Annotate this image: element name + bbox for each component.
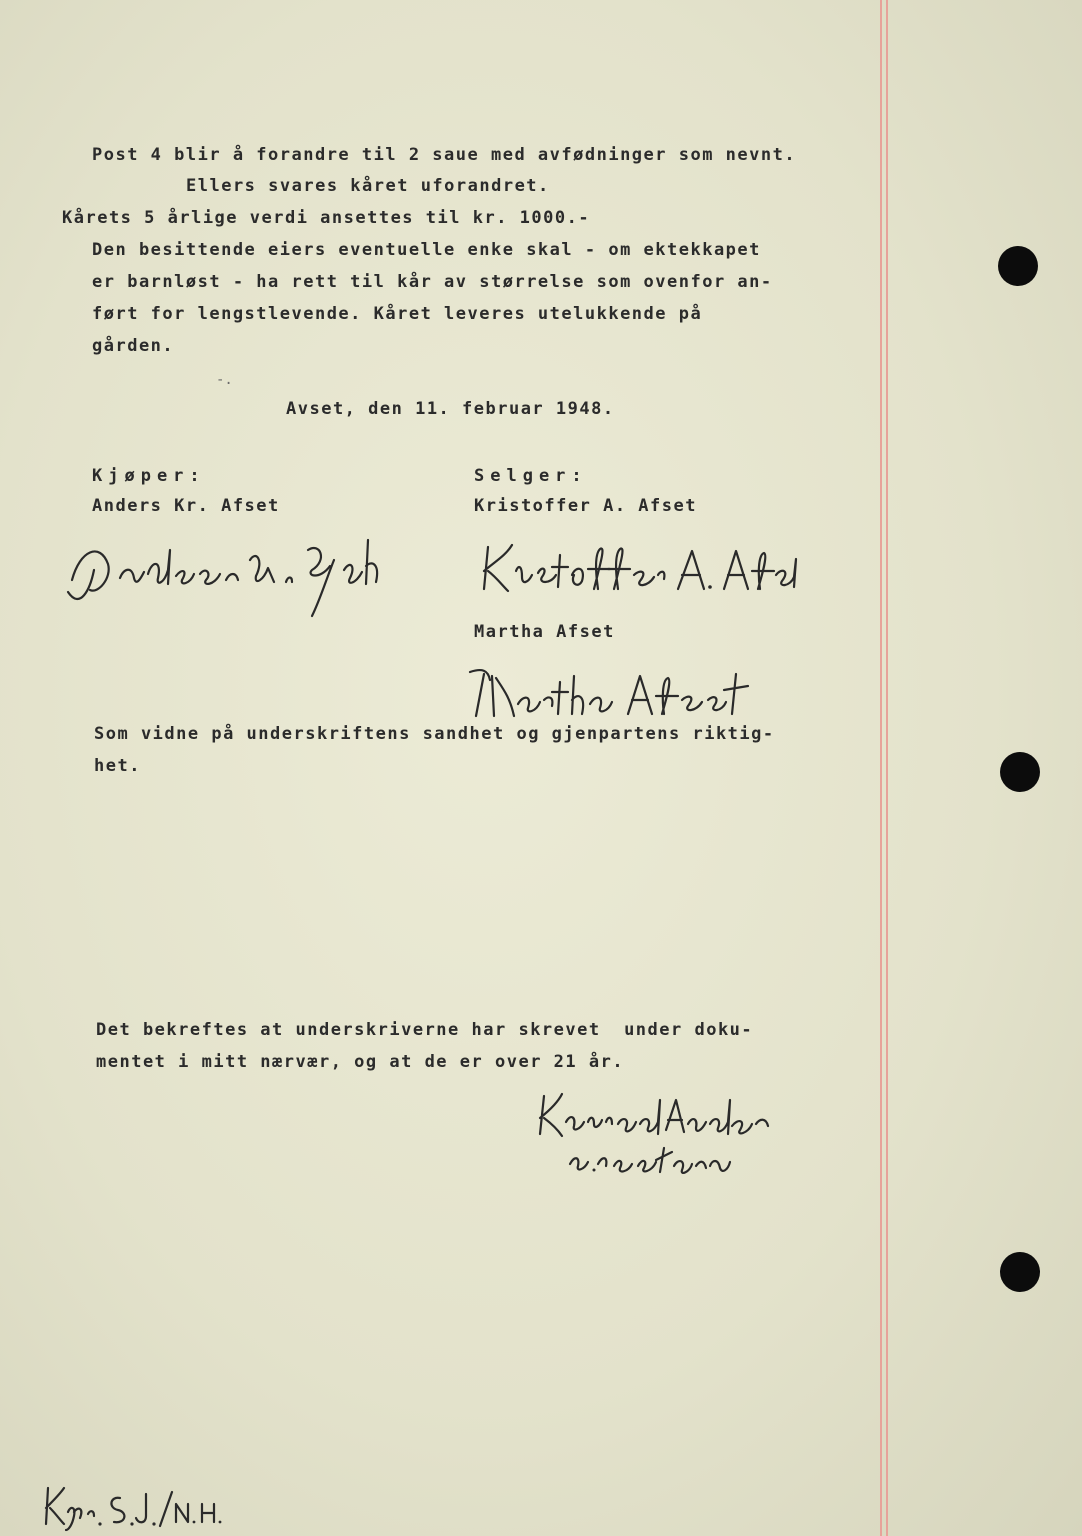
confirm-line-2: mentet i mitt nærvær, og at de er over 21 år. (96, 1052, 625, 1072)
clause-line-5: er barnløst - ha rett til kår av størrelse som ovenfor an- (92, 272, 773, 292)
clause-line-3: Kårets 5 årlige verdi ansettes til kr. 1000.- (62, 208, 591, 228)
punch-hole (1000, 1252, 1040, 1292)
buyer-signature (50, 520, 390, 630)
place-date: Avset, den 11. februar 1948. (286, 399, 615, 419)
clause-line-2: Ellers svares kåret uforandret. (186, 176, 550, 196)
confirm-line-1: Det bekreftes at underskriverne har skrevet under doku- (96, 1020, 754, 1040)
seller-second-name: Martha Afset (474, 622, 615, 642)
footer-initials (40, 1480, 240, 1530)
faint-stamp-watermark (831, 749, 970, 791)
witness-line-1: Som vidne på underskriftens sandhet og gjenpartens riktig- (94, 724, 775, 744)
margin-line (880, 0, 882, 1536)
seller-heading: Selger: (474, 466, 588, 486)
buyer-name: Anders Kr. Afset (92, 496, 280, 516)
clause-line-4: Den besittende eiers eventuelle enke skal - om ektekkapet (92, 240, 761, 260)
margin-line (886, 0, 888, 1536)
clause-line-6: ført for lengstlevende. Kåret leveres utelukkende på (92, 304, 703, 324)
clause-line-1: Post 4 blir å forandre til 2 saue med avfødninger som nevnt. (92, 145, 797, 165)
seller-second-signature (462, 660, 782, 730)
buyer-heading: Kjøper: (92, 466, 206, 486)
attest-signature (536, 1090, 776, 1190)
dash-mark: -. (216, 372, 233, 388)
seller-name: Kristoffer A. Afset (474, 496, 697, 516)
seller-signature (478, 535, 798, 605)
punch-hole (1000, 752, 1040, 792)
witness-line-2: het. (94, 756, 141, 776)
clause-line-7: gården. (92, 336, 175, 356)
punch-hole (998, 246, 1038, 286)
